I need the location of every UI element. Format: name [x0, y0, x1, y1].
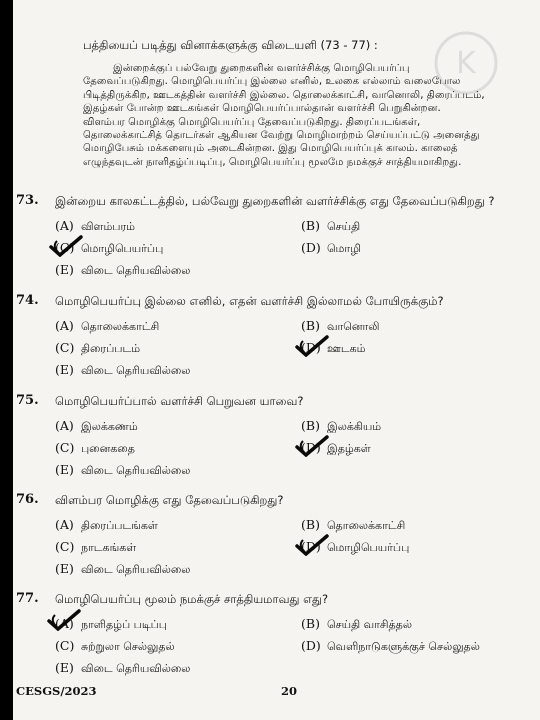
option-c[interactable]: (C) புனைகதை — [55, 440, 135, 455]
svg-text:K: K — [456, 46, 476, 81]
passage-line: எழுந்தவுடன் நாளிதழ்ப்படிப்பு, மொழிபெயர்ப்பு மூலமே நமக்குச் சாத்தியமாகிறது. — [83, 156, 462, 168]
option-e[interactable]: (E) விடை தெரியவில்லை — [55, 561, 191, 576]
passage-line: பிடித்திருக்கிற, ஊடகத்தின் வளர்ச்சி இல்லை. தொலைக்காட்சி, வானொலி, திரைப்படம், — [83, 89, 485, 101]
passage-line: மொழிபேசும் மக்களையும் அடைகின்றன. இது மொழிபெயர்ப்புக் காலம். காலைத் — [83, 143, 458, 155]
option-d[interactable]: (D) மொழிபெயர்ப்பு — [301, 539, 410, 554]
tick-mark-icon — [295, 534, 329, 556]
question-text: மொழிபெயர்ப்பால் வளர்ச்சி பெறுவன யாவை? — [55, 394, 304, 408]
option-e[interactable]: (E) விடை தெரியவில்லை — [55, 362, 191, 377]
passage — [83, 62, 523, 169]
option-a[interactable]: (A) விளம்பரம் — [55, 218, 136, 233]
question-number: 76. — [16, 492, 39, 507]
exam-code: CESGS/2023 — [16, 684, 97, 698]
tick-mark-icon — [295, 335, 329, 357]
option-a[interactable]: (A) இலக்கணம் — [55, 418, 138, 433]
page-number: 20 — [281, 684, 298, 698]
option-e[interactable]: (E) விடை தெரியவில்லை — [55, 262, 191, 277]
passage-line: இன்றைக்குப் பல்வேறு துறைகளின் வளர்ச்சிக்கு மொழிபெயர்ப்பு — [113, 63, 410, 74]
option-a[interactable]: (A) நாளிதழ்ப் படிப்பு — [55, 616, 167, 631]
question-number: 74. — [16, 293, 39, 308]
question-text: மொழிபெயர்ப்பு இல்லை எனில், எதன் வளர்ச்சி இல்லாமல் போயிருக்கும்? — [55, 294, 444, 308]
exam-page — [13, 0, 540, 720]
tick-mark-icon — [47, 609, 81, 631]
option-b[interactable]: (B) இலக்கியம் — [301, 418, 382, 433]
option-b[interactable]: (B) தொலைக்காட்சி — [301, 517, 406, 532]
option-d[interactable]: (D) ஊடகம் — [301, 340, 366, 355]
passage-instruction: பத்தியைப் படித்து வினாக்களுக்கு விடையளி (73 - 77) : — [83, 38, 378, 52]
passage-line: தொலைக்காட்சித் தொடர்கள் ஆகியன வேற்று மொழிமாற்றம் செய்யப்பட்டு அனைத்து — [83, 129, 480, 141]
question-number: 73. — [16, 193, 39, 208]
passage-line: தேவைப்படுகிறது. மொழிபெயர்ப்பு இல்லை எனில், உலகை எல்லாம் வலைபோல — [83, 76, 461, 88]
question-number: 77. — [16, 591, 39, 606]
option-b[interactable]: (B) செய்தி வாசித்தல் — [301, 616, 412, 631]
option-c[interactable]: (C) மொழிபெயர்ப்பு — [55, 240, 164, 255]
option-b[interactable]: (B) வானொலி — [301, 318, 380, 333]
option-d[interactable]: (D) இதழ்கள் — [301, 440, 371, 455]
passage-line: விளம்பர மொழிக்கு மொழிபெயர்ப்பு தேவைப்படுகிறது. திரைப்படங்கள், — [83, 116, 421, 128]
option-a[interactable]: (A) திரைப்படங்கள் — [55, 517, 158, 532]
option-e[interactable]: (E) விடை தெரியவில்லை — [55, 660, 191, 675]
tick-mark-icon — [49, 235, 83, 257]
option-d[interactable]: (D) வெளிநாடுகளுக்குச் செல்லுதல் — [301, 638, 480, 653]
question-text: விளம்பர மொழிக்கு எது தேவைப்படுகிறது? — [55, 493, 284, 507]
option-e[interactable]: (E) விடை தெரியவில்லை — [55, 462, 191, 477]
option-a[interactable]: (A) தொலைக்காட்சி — [55, 318, 160, 333]
question-number: 75. — [16, 393, 39, 408]
passage-line: இதழ்கள் போன்ற ஊடகங்கள் மொழிபெயர்ப்பால்தான் வளர்ச்சி பெறுகின்றன. — [83, 103, 441, 115]
option-d[interactable]: (D) மொழி — [301, 240, 361, 255]
question-text: மொழிபெயர்ப்பு மூலம் நமக்குச் சாத்தியமாவது எது? — [55, 592, 329, 606]
option-c[interactable]: (C) திரைப்படம் — [55, 340, 141, 355]
tick-mark-icon — [295, 435, 329, 457]
option-b[interactable]: (B) செய்தி — [301, 218, 361, 233]
option-c[interactable]: (C) சுற்றுலா செல்லுதல் — [55, 638, 175, 653]
option-c[interactable]: (C) நாடகங்கள் — [55, 539, 137, 554]
question-text: இன்றைய காலகட்டத்தில், பல்வேறு துறைகளின் வளர்ச்சிக்கு எது தேவைப்படுகிறது ? — [55, 194, 495, 208]
